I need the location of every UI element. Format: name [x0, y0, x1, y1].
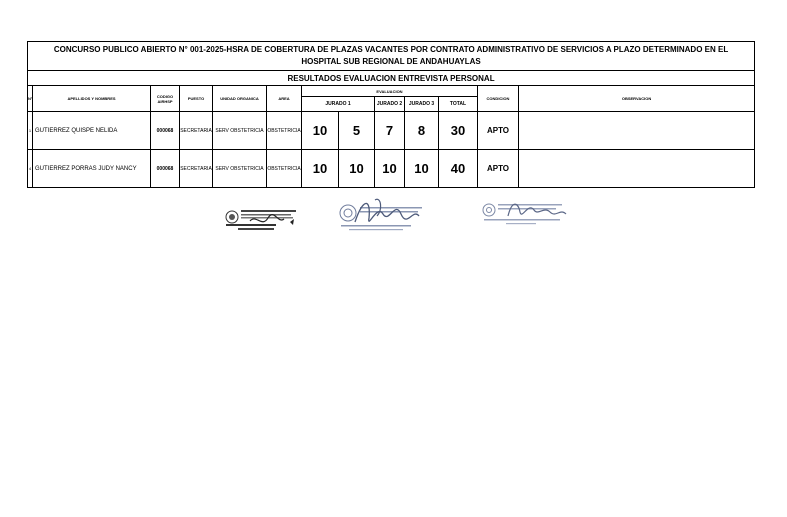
- signature-stamp-1: [224, 206, 300, 232]
- row-unit: SERV OBSTETRICIA: [213, 112, 267, 150]
- header-position: PUESTO: [180, 86, 213, 112]
- row-total: 40: [439, 150, 478, 188]
- row-jurado-3: 10: [405, 150, 439, 188]
- row-jurado-1b: 10: [339, 150, 375, 188]
- row-code: 000068: [151, 150, 180, 188]
- row-condition: APTO: [478, 150, 519, 188]
- document-subtitle: RESULTADOS EVALUACION ENTREVISTA PERSONAL: [28, 71, 755, 86]
- row-jurado-1a: 10: [302, 112, 339, 150]
- header-total: TOTAL: [439, 97, 478, 112]
- header-unit: UNIDAD ORGANICA: [213, 86, 267, 112]
- results-table: [27, 41, 755, 188]
- row-jurado-3: 8: [405, 112, 439, 150]
- header-jurado-2: JURADO 2: [375, 97, 405, 112]
- table-row: [28, 150, 755, 188]
- header-name: APELLIDOS Y NOMBRES: [33, 86, 151, 112]
- row-code: 000068: [151, 112, 180, 150]
- document-title: CONCURSO PUBLICO ABIERTO N° 001-2025-HSRA DE COBERTURA DE PLAZAS VACANTES POR CONTRATO ADMINISTRATIVO DE SERVICIOS A PLAZO DETERMINADO EN EL HOSPITAL SUB REGIONAL DE ANDAHUAYLAS: [28, 42, 755, 71]
- row-name: GUTIERREZ PORRAS JUDY NANCY: [33, 150, 151, 188]
- row-area: OBSTETRICIA: [267, 112, 302, 150]
- header-evaluation: EVALUACION: [302, 86, 478, 97]
- row-name: GUTIERREZ QUISPE NELIDA: [33, 112, 151, 150]
- row-jurado-2: 7: [375, 112, 405, 150]
- header-number: N°: [28, 86, 33, 112]
- signature-stamp-2: [335, 194, 430, 236]
- row-jurado-1b: 5: [339, 112, 375, 150]
- row-jurado-2: 10: [375, 150, 405, 188]
- row-unit: SERV OBSTETRICIA: [213, 150, 267, 188]
- row-number: 1: [28, 112, 33, 150]
- results-sheet: [27, 41, 754, 188]
- header-area: AREA: [267, 86, 302, 112]
- row-area: OBSTETRICIA: [267, 150, 302, 188]
- row-condition: APTO: [478, 112, 519, 150]
- header-code: CODIGO AIRHSP: [151, 86, 180, 112]
- row-observation: [519, 150, 755, 188]
- row-number: 4: [28, 150, 33, 188]
- table-row: [28, 112, 755, 150]
- header-jurado-3: JURADO 3: [405, 97, 439, 112]
- header-jurado-1: JURADO 1: [302, 97, 375, 112]
- row-position: SECRETARIA: [180, 112, 213, 150]
- header-observation: OBSERVACION: [519, 86, 755, 112]
- signature-stamp-3: [480, 198, 570, 228]
- header-condition: CONDICION: [478, 86, 519, 112]
- row-jurado-1a: 10: [302, 150, 339, 188]
- row-observation: [519, 112, 755, 150]
- row-total: 30: [439, 112, 478, 150]
- row-position: SECRETARIA: [180, 150, 213, 188]
